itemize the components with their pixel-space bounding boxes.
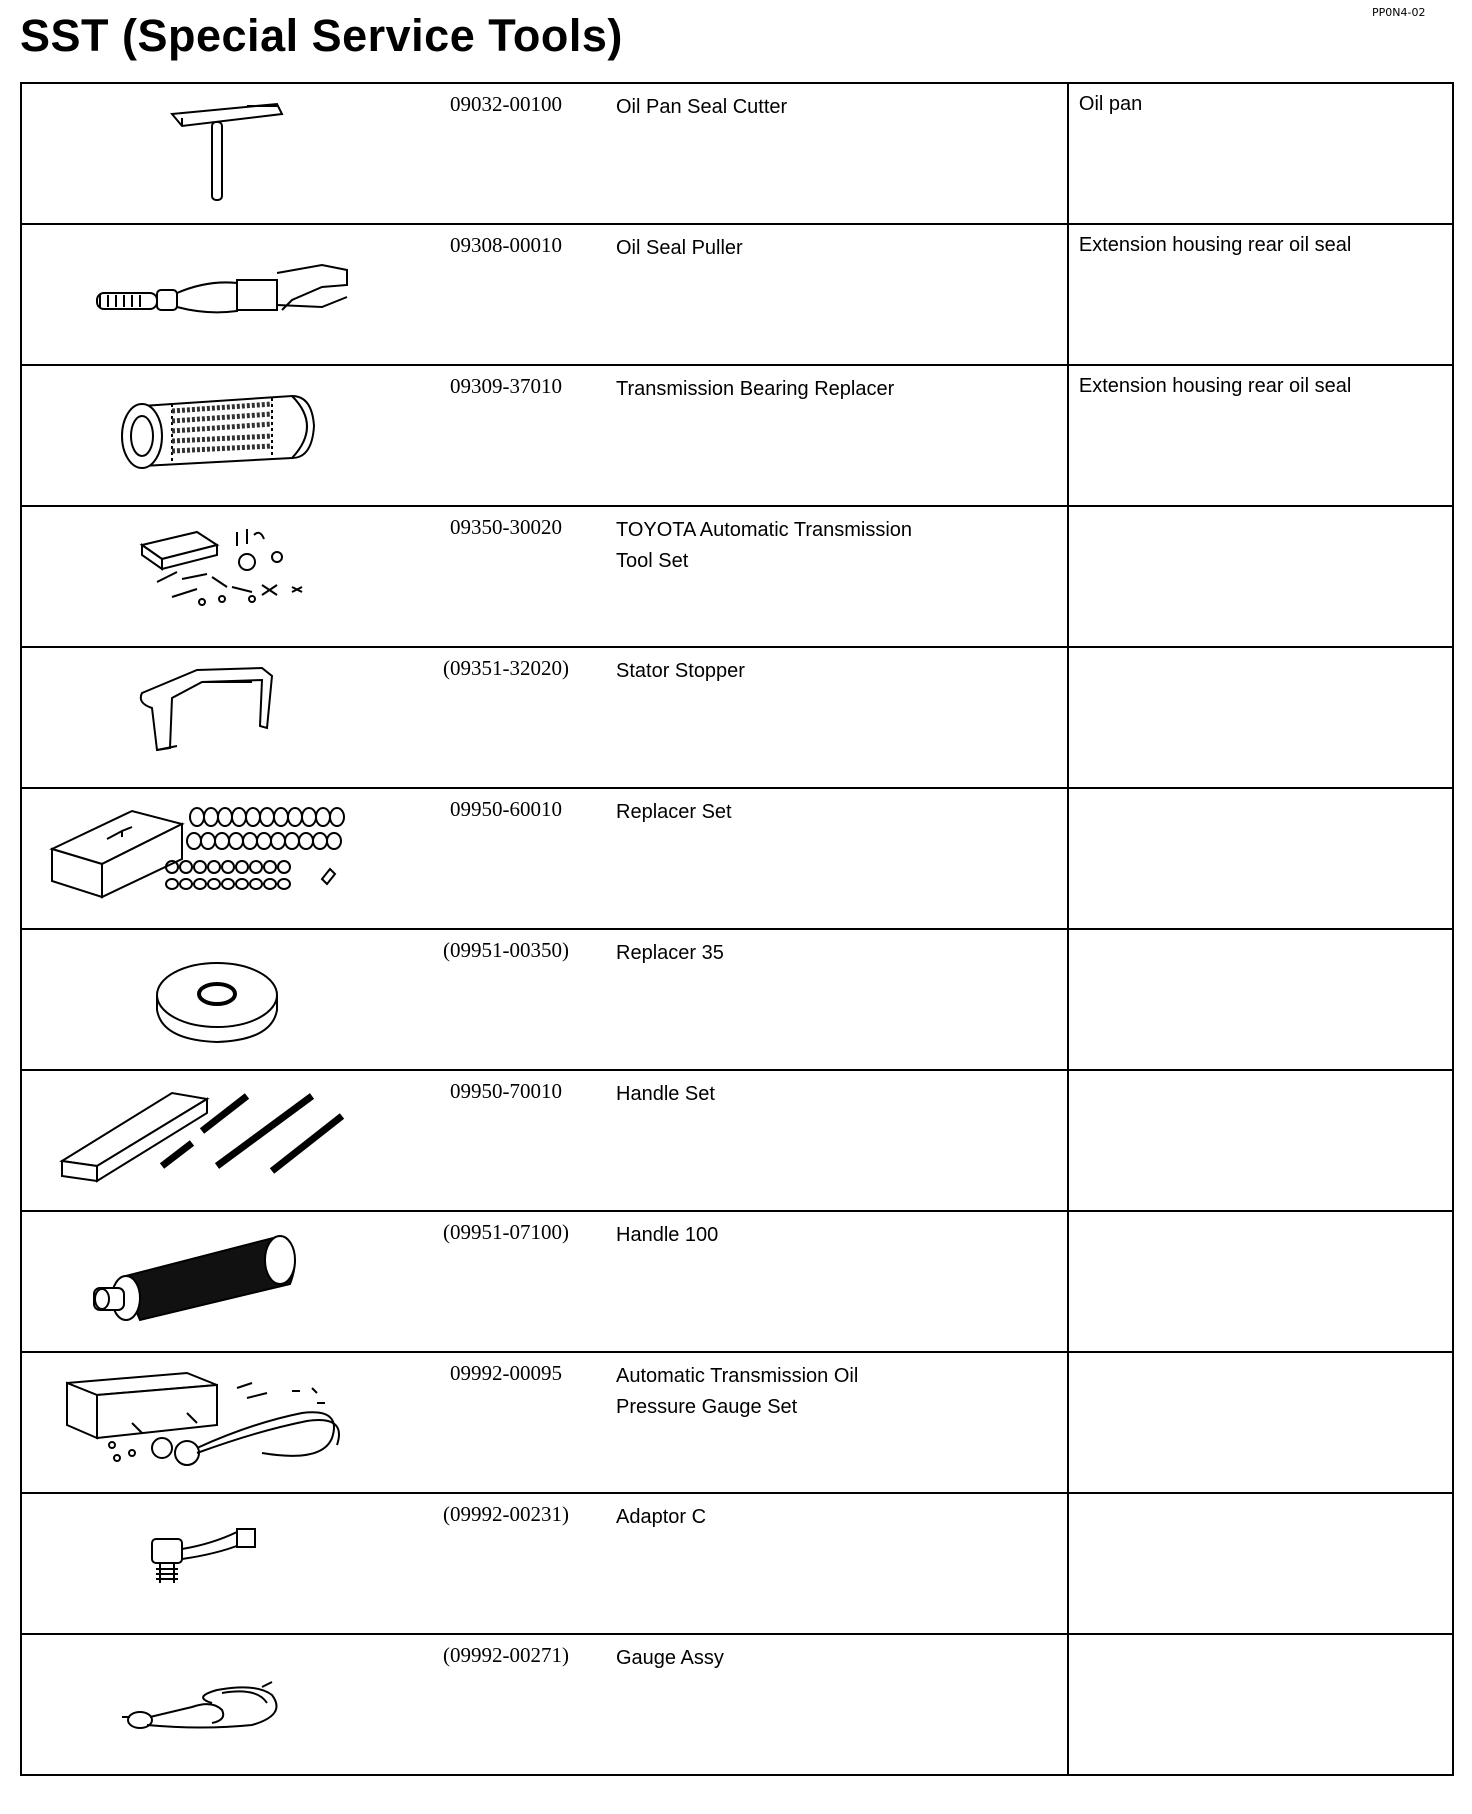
tool-cell-inner — [22, 648, 1067, 787]
part-number: 09950-60010 — [450, 797, 562, 821]
part-name-line: Tool Set — [616, 550, 689, 572]
replacer-disc-icon — [22, 930, 414, 1069]
part-number: (09992-00231) — [443, 1502, 569, 1526]
part-number: (09951-00350) — [443, 938, 569, 962]
part-name — [616, 656, 1056, 687]
usage-cell — [1068, 647, 1453, 788]
oil-pan-seal-cutter-icon — [22, 84, 414, 223]
page-title: SST (Special Service Tools) — [20, 10, 623, 61]
usage-cell — [1068, 1634, 1453, 1775]
part-name-line: Automatic Transmission Oil — [616, 1365, 859, 1387]
tool-cell-inner — [22, 366, 1067, 505]
table-row — [21, 1070, 1453, 1211]
usage-cell — [1068, 1211, 1453, 1352]
usage-text: Extension housing rear oil seal — [1078, 234, 1352, 256]
usage-cell — [1068, 1352, 1453, 1493]
part-name — [616, 1643, 1056, 1674]
tool-cell-inner — [22, 1353, 1067, 1492]
stator-stopper-icon — [22, 648, 414, 787]
tool-cell-inner — [22, 930, 1067, 1069]
table-row — [21, 647, 1453, 788]
part-name-line: Oil Pan Seal Cutter — [616, 96, 788, 118]
tool-cell — [21, 1634, 1068, 1775]
table-row — [21, 224, 1453, 365]
part-name — [616, 515, 1056, 577]
part-name-line: Replacer 35 — [616, 942, 724, 964]
tool-cell — [21, 365, 1068, 506]
replacer-set-icon — [22, 789, 414, 928]
part-number: (09351-32020) — [443, 656, 569, 680]
part-name-line: Replacer Set — [616, 801, 732, 823]
usage-cell — [1068, 365, 1453, 506]
tool-cell — [21, 1352, 1068, 1493]
table-row — [21, 788, 1453, 929]
usage-text — [1069, 1212, 1452, 1228]
usage-text: Oil pan — [1078, 93, 1143, 115]
usage-text — [1069, 1353, 1452, 1369]
usage-text — [1069, 1494, 1452, 1510]
gauge-set-icon — [22, 1353, 414, 1492]
part-name — [616, 1361, 1056, 1423]
part-number: (09951-07100) — [443, 1220, 569, 1244]
tool-cell — [21, 788, 1068, 929]
tool-cell-inner — [22, 789, 1067, 928]
part-name-line: Pressure Gauge Set — [616, 1396, 798, 1418]
tool-cell-inner — [22, 1494, 1067, 1633]
part-number: (09992-00271) — [443, 1643, 569, 1667]
part-number: 09950-70010 — [450, 1079, 562, 1103]
usage-text — [1069, 789, 1452, 805]
part-name-line: Oil Seal Puller — [616, 237, 743, 259]
tool-cell-inner — [22, 1635, 1067, 1774]
bearing-replacer-icon — [22, 366, 414, 505]
part-name — [616, 1502, 1056, 1533]
table-row — [21, 1211, 1453, 1352]
handle-icon — [22, 1212, 414, 1351]
tool-cell — [21, 1070, 1068, 1211]
tool-cell — [21, 1493, 1068, 1634]
table-row — [21, 365, 1453, 506]
tool-cell-inner — [22, 225, 1067, 364]
part-number: 09308-00010 — [450, 233, 562, 257]
part-number: 09992-00095 — [450, 1361, 562, 1385]
tool-cell — [21, 929, 1068, 1070]
usage-text — [1069, 1071, 1452, 1087]
usage-cell — [1068, 929, 1453, 1070]
usage-text — [1069, 507, 1452, 523]
table-row — [21, 929, 1453, 1070]
part-name — [616, 797, 1056, 828]
table-row — [21, 1634, 1453, 1775]
usage-cell — [1068, 506, 1453, 647]
usage-text — [1069, 1635, 1452, 1651]
part-name-line: Adaptor C — [616, 1506, 707, 1528]
tool-cell — [21, 1211, 1068, 1352]
usage-cell — [1068, 224, 1453, 365]
part-name-line: Handle 100 — [616, 1224, 719, 1246]
part-name-line: TOYOTA Automatic Transmission — [616, 519, 913, 541]
part-name-line: Transmission Bearing Replacer — [616, 378, 895, 400]
sst-table — [20, 82, 1454, 1776]
usage-text: Extension housing rear oil seal — [1078, 375, 1352, 397]
tool-cell — [21, 224, 1068, 365]
usage-text — [1069, 930, 1452, 946]
tool-cell — [21, 83, 1068, 224]
part-number: 09032-00100 — [450, 92, 562, 116]
tool-cell — [21, 647, 1068, 788]
part-name — [616, 374, 1056, 405]
gauge-assy-icon — [22, 1635, 414, 1774]
table-row — [21, 506, 1453, 647]
tool-cell-inner — [22, 1212, 1067, 1351]
usage-cell — [1068, 1070, 1453, 1211]
tool-cell-inner — [22, 507, 1067, 646]
tool-cell-inner — [22, 1071, 1067, 1210]
table-row — [21, 83, 1453, 224]
usage-cell — [1068, 1493, 1453, 1634]
part-number: 09350-30020 — [450, 515, 562, 539]
part-name — [616, 1220, 1056, 1251]
table-row — [21, 1493, 1453, 1634]
part-name — [616, 938, 1056, 969]
page-code: PP0N4-02 — [1372, 6, 1426, 19]
tool-cell — [21, 506, 1068, 647]
adaptor-icon — [22, 1494, 414, 1633]
usage-cell — [1068, 788, 1453, 929]
handle-set-icon — [22, 1071, 414, 1210]
usage-cell — [1068, 83, 1453, 224]
part-name — [616, 92, 1056, 123]
part-name — [616, 233, 1056, 264]
oil-seal-puller-icon — [22, 225, 414, 364]
part-name-line: Gauge Assy — [616, 1647, 724, 1669]
part-name-line: Handle Set — [616, 1083, 715, 1105]
table-row — [21, 1352, 1453, 1493]
usage-text — [1069, 648, 1452, 664]
tool-cell-inner — [22, 84, 1067, 223]
tool-set-icon — [22, 507, 414, 646]
part-name-line: Stator Stopper — [616, 660, 745, 682]
part-number: 09309-37010 — [450, 374, 562, 398]
part-name — [616, 1079, 1056, 1110]
